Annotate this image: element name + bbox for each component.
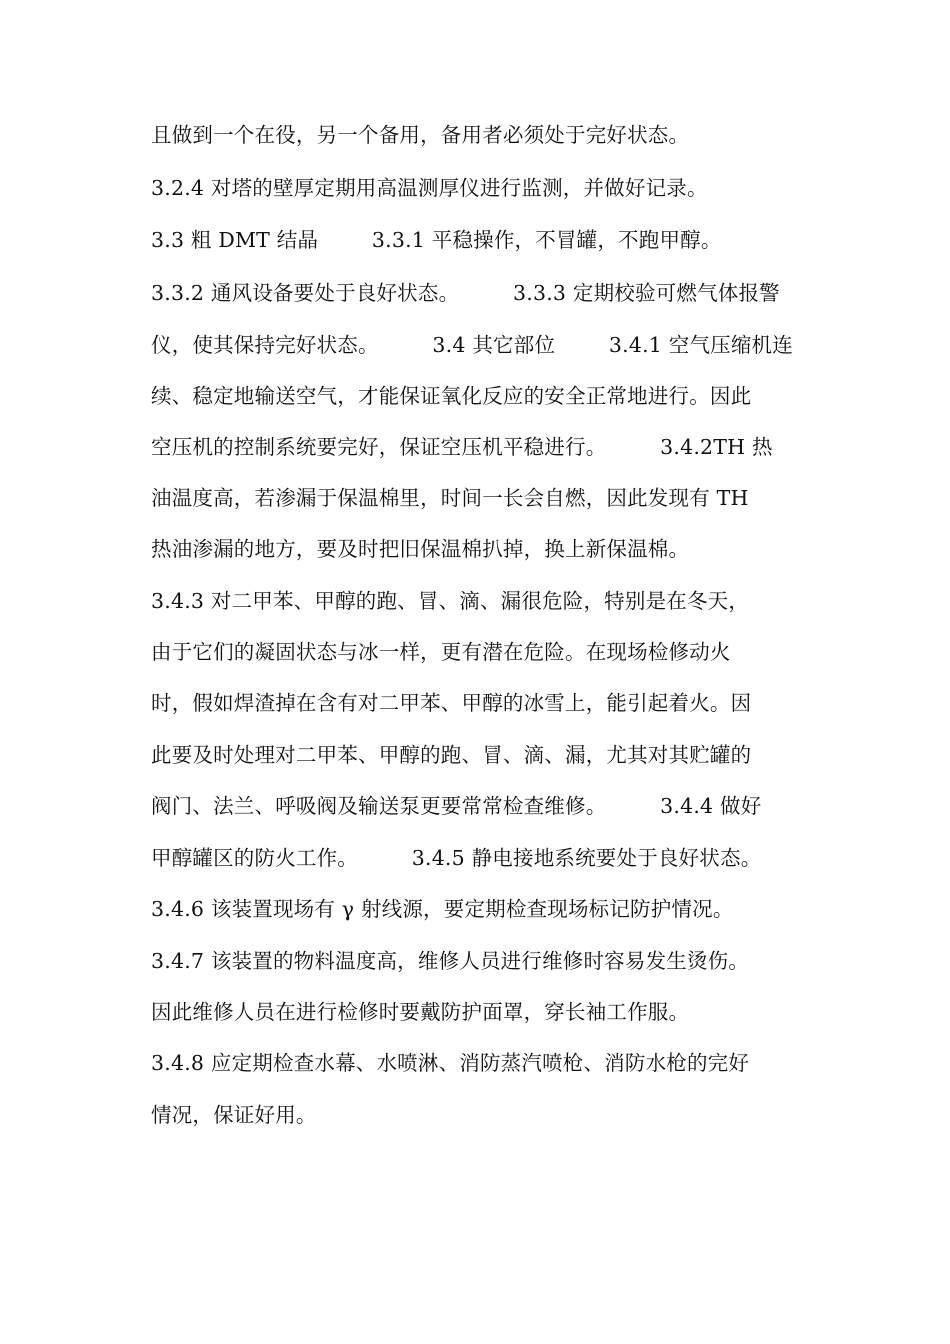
text-line: 3.4.8 应定期检查水幕、水喷淋、消防蒸汽喷枪、消防水枪的完好	[151, 1051, 750, 1075]
text-line: 此要及时处理对二甲苯、甲醇的跑、冒、滴、漏，尤其对其贮罐的	[151, 743, 752, 767]
text-line: 3.4.7 该装置的物料温度高，维修人员进行维修时容易发生烫伤。	[151, 949, 750, 973]
text-line: 3.4.3 对二甲苯、甲醇的跑、冒、滴、漏很危险，特别是在冬天，	[151, 589, 750, 613]
text-line: 因此维修人员在进行检修时要戴防护面罩，穿长袖工作服。	[151, 1000, 690, 1024]
text-line: 时，假如焊渣掉在含有对二甲苯、甲醇的冰雪上，能引起着火。因	[151, 691, 752, 715]
text-line: 情况，保证好用。	[151, 1103, 317, 1127]
text-line: 阀门、法兰、呼吸阀及输送泵更要常常检查维修。 3.4.4 做好	[151, 794, 762, 818]
text-line: 续、稳定地输送空气，才能保证氧化反应的安全正常地进行。因此	[151, 384, 752, 408]
text-line: 热油渗漏的地方，要及时把旧保温棉扒掉，换上新保温棉。	[151, 537, 690, 561]
text-line: 且做到一个在役，另一个备用，备用者必须处于完好状态。	[151, 123, 690, 147]
text-line: 空压机的控制系统要完好，保证空压机平稳进行。 3.4.2TH 热	[151, 435, 773, 459]
text-line: 由于它们的凝固状态与冰一样，更有潜在危险。在现场检修动火	[151, 640, 731, 664]
text-line: 3.3 粗 DMT 结晶 3.3.1 平稳操作，不冒罐，不跑甲醇。	[151, 228, 722, 252]
text-line: 3.4.6 该装置现场有 γ 射线源，要定期检查现场标记防护情况。	[151, 897, 734, 921]
text-line: 3.2.4 对塔的壁厚定期用高温测厚仪进行监测，并做好记录。	[151, 176, 708, 200]
text-line: 3.3.2 通风设备要处于良好状态。 3.3.3 定期校验可燃气体报警	[151, 281, 780, 305]
text-line: 仪，使其保持完好状态。 3.4 其它部位 3.4.1 空气压缩机连	[151, 333, 793, 357]
text-line: 甲醇罐区的防火工作。 3.4.5 静电接地系统要处于良好状态。	[151, 846, 762, 870]
text-line: 油温度高，若渗漏于保温棉里，时间一长会自燃，因此发现有 TH	[151, 486, 749, 510]
